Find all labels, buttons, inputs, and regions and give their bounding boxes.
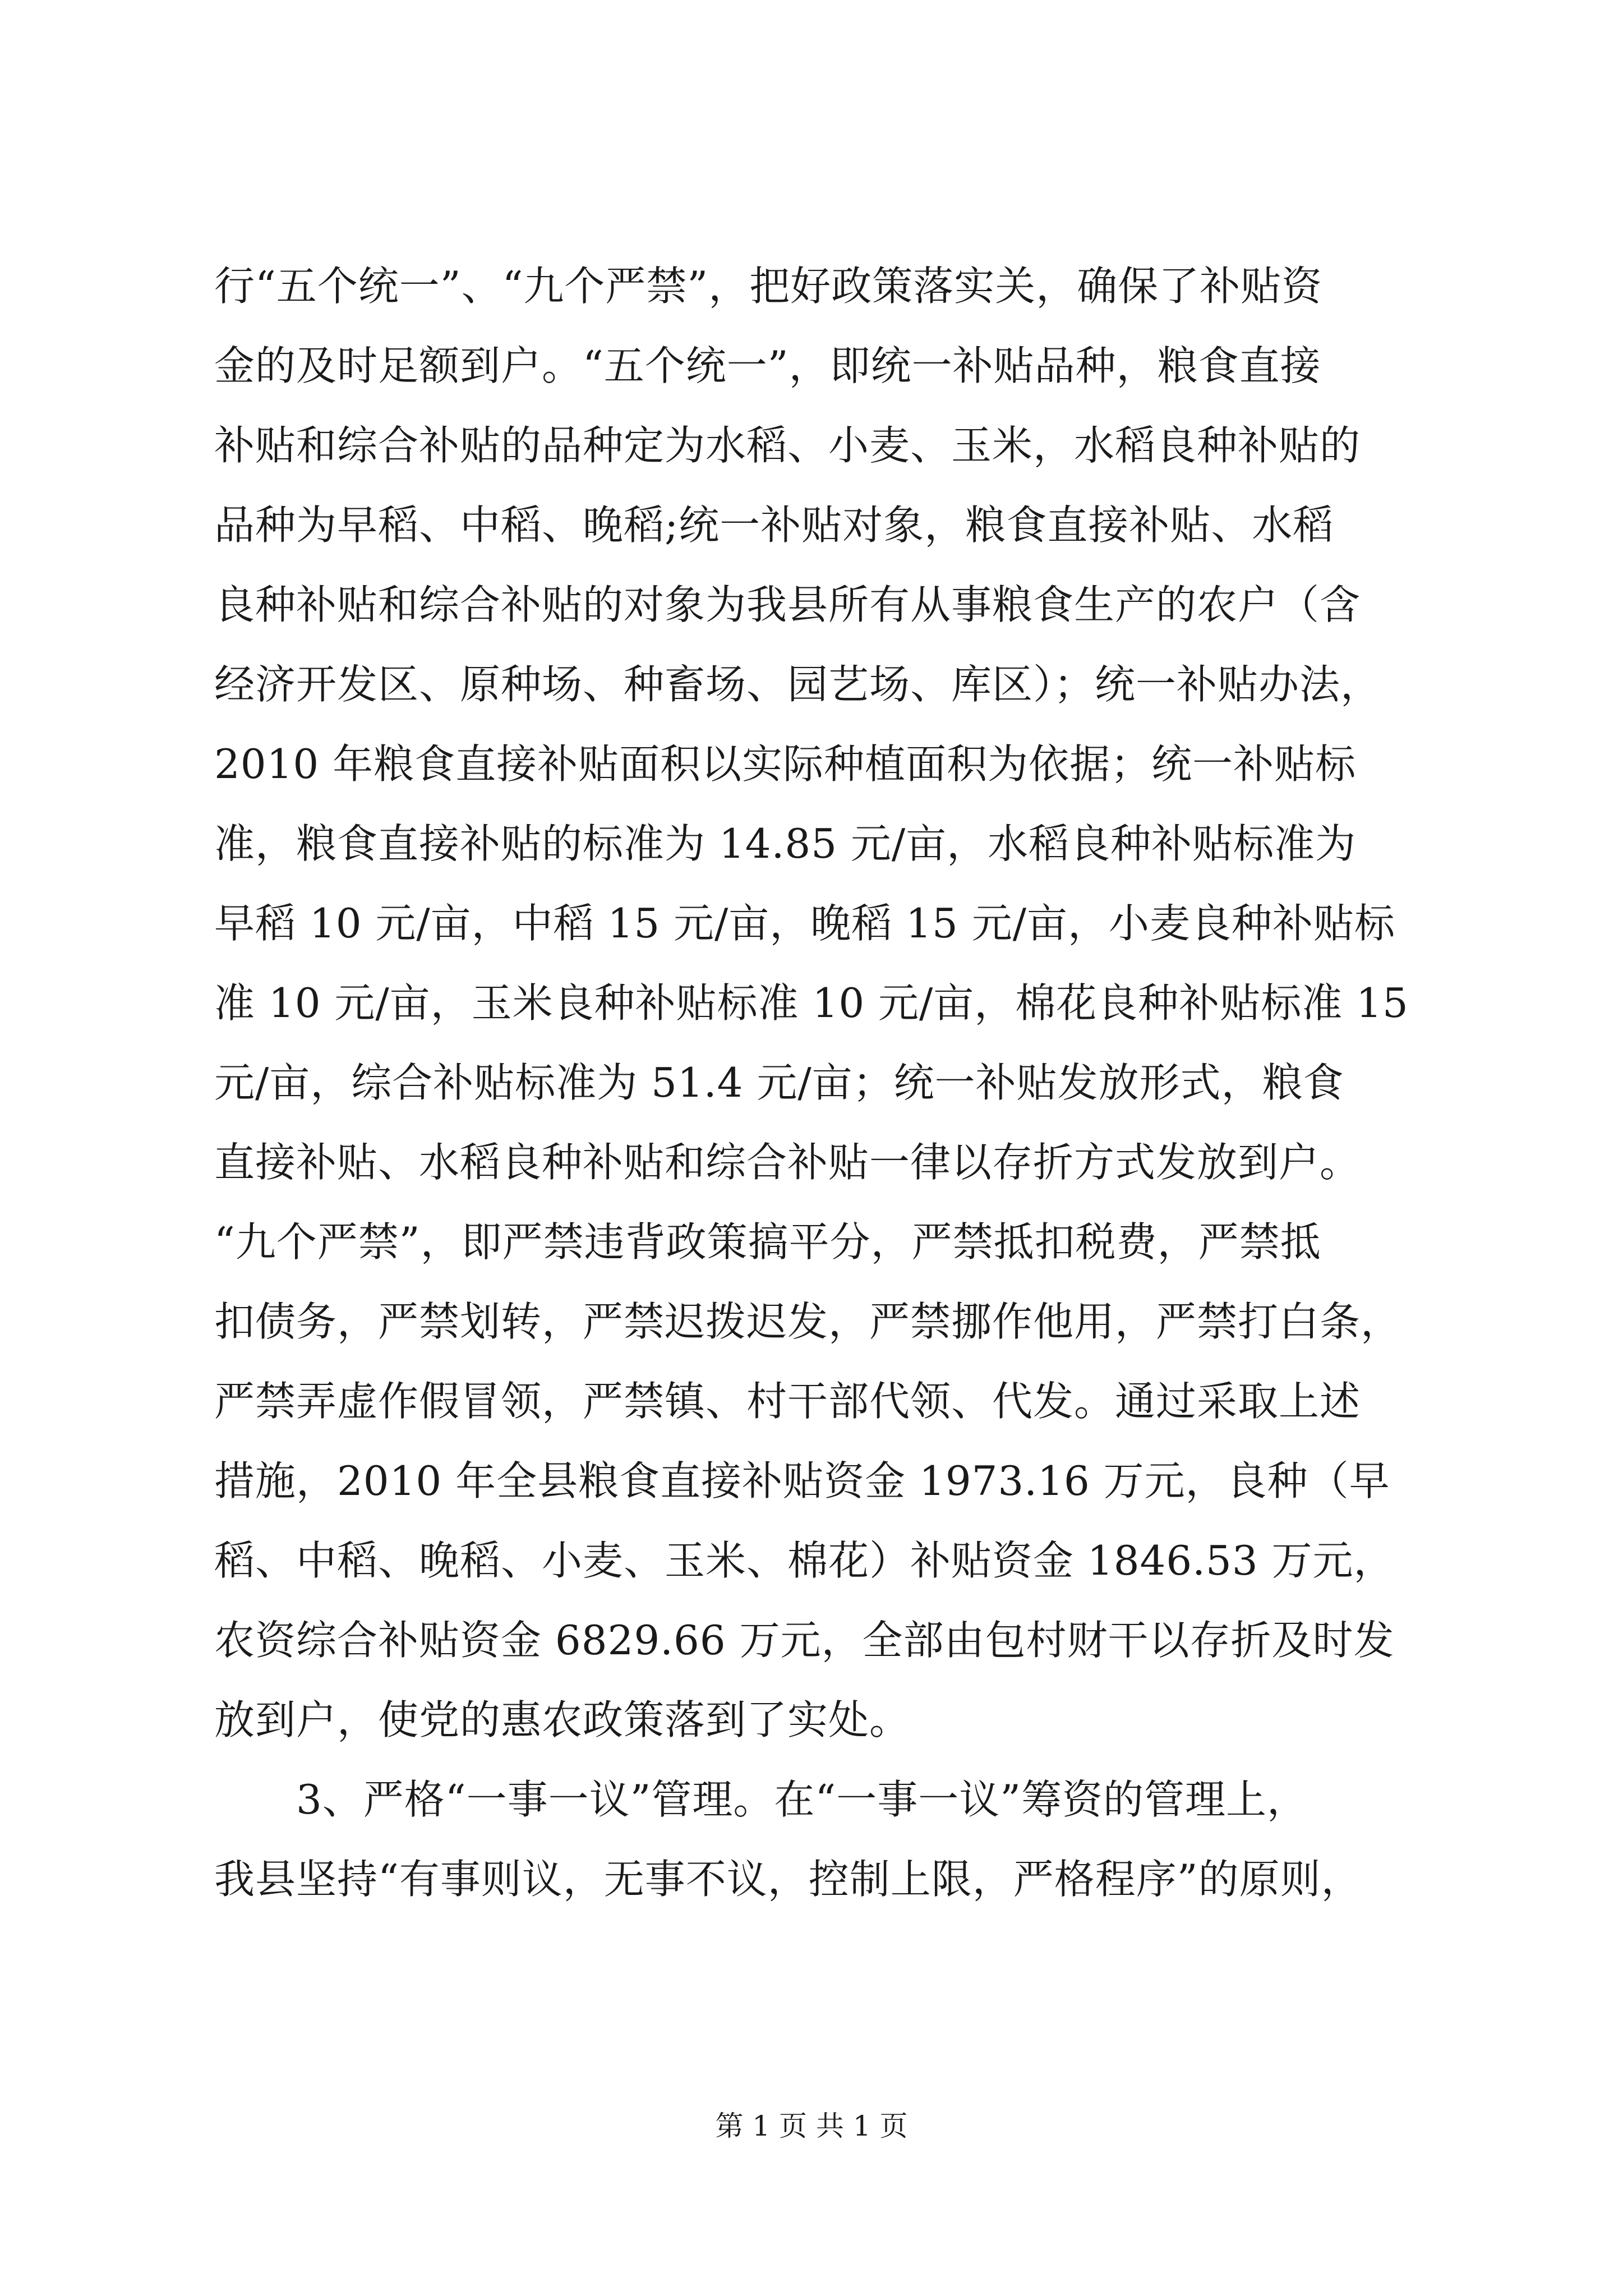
text-line-16: 措施，2010 年全县粮食直接补贴资金 1973.16 万元，良种（早 (214, 1457, 1390, 1504)
text-line-13: “九个严禁”，即严禁违背政策搞平分，严禁抵扣税费，严禁抵 (214, 1218, 1321, 1266)
text-line-4: 品种为早稻、中稻、晚稻;统一补贴对象，粮食直接补贴、水稻 (214, 501, 1334, 549)
text-line-7: 2010 年粮食直接补贴面积以实际种植面积为依据；统一补贴标 (214, 740, 1357, 788)
text-line-18: 农资综合补贴资金 6829.66 万元，全部由包村财干以存折及时发 (214, 1617, 1395, 1664)
text-line-2: 金的及时足额到户。“五个统一”，即统一补贴品种，粮食直接 (214, 342, 1321, 389)
text-line-10: 准 10 元/亩，玉米良种补贴标准 10 元/亩，棉花良种补贴标准 15 (214, 979, 1409, 1027)
text-line-15: 严禁弄虚作假冒领，严禁镇、村干部代领、代发。通过采取上述 (214, 1378, 1361, 1425)
text-line-12: 直接补贴、水稻良种补贴和综合补贴一律以存折方式发放到户。 (214, 1139, 1361, 1186)
text-line-17: 稻、中稻、晚稻、小麦、玉米、棉花）补贴资金 1846.53 万元， (214, 1537, 1395, 1584)
text-line-21: 我县坚持“有事则议，无事不议，控制上限，严格程序”的原则， (214, 1856, 1362, 1903)
text-line-1: 行“五个统一”、“九个严禁”，把好政策落实关，确保了补贴资 (214, 263, 1323, 310)
text-line-3: 补贴和综合补贴的品种定为水稻、小麦、玉米，水稻良种补贴的 (214, 422, 1361, 469)
text-line-6: 经济开发区、原种场、种畜场、园艺场、库区）；统一补贴办法， (214, 661, 1382, 708)
text-line-20: 3、严格“一事一议”管理。在“一事一议”筹资的管理上， (296, 1776, 1308, 1823)
text-line-11: 元/亩，综合补贴标准为 51.4 元/亩；统一补贴发放形式，粮食 (214, 1059, 1344, 1106)
page-footer: 第 1 页 共 1 页 (715, 2110, 908, 2142)
text-line-5: 良种补贴和综合补贴的对象为我县所有从事粮食生产的农户（含 (214, 581, 1361, 628)
text-line-9: 早稻 10 元/亩，中稻 15 元/亩，晚稻 15 元/亩，小麦良种补贴标 (214, 900, 1395, 947)
text-line-8: 准，粮食直接补贴的标准为 14.85 元/亩，水稻良种补贴标准为 (214, 820, 1357, 867)
text-line-14: 扣债务，严禁划转，严禁迟拨迟发，严禁挪作他用，严禁打白条， (214, 1298, 1402, 1345)
text-line-19: 放到户，使党的惠农政策落到了实处。 (214, 1696, 911, 1743)
